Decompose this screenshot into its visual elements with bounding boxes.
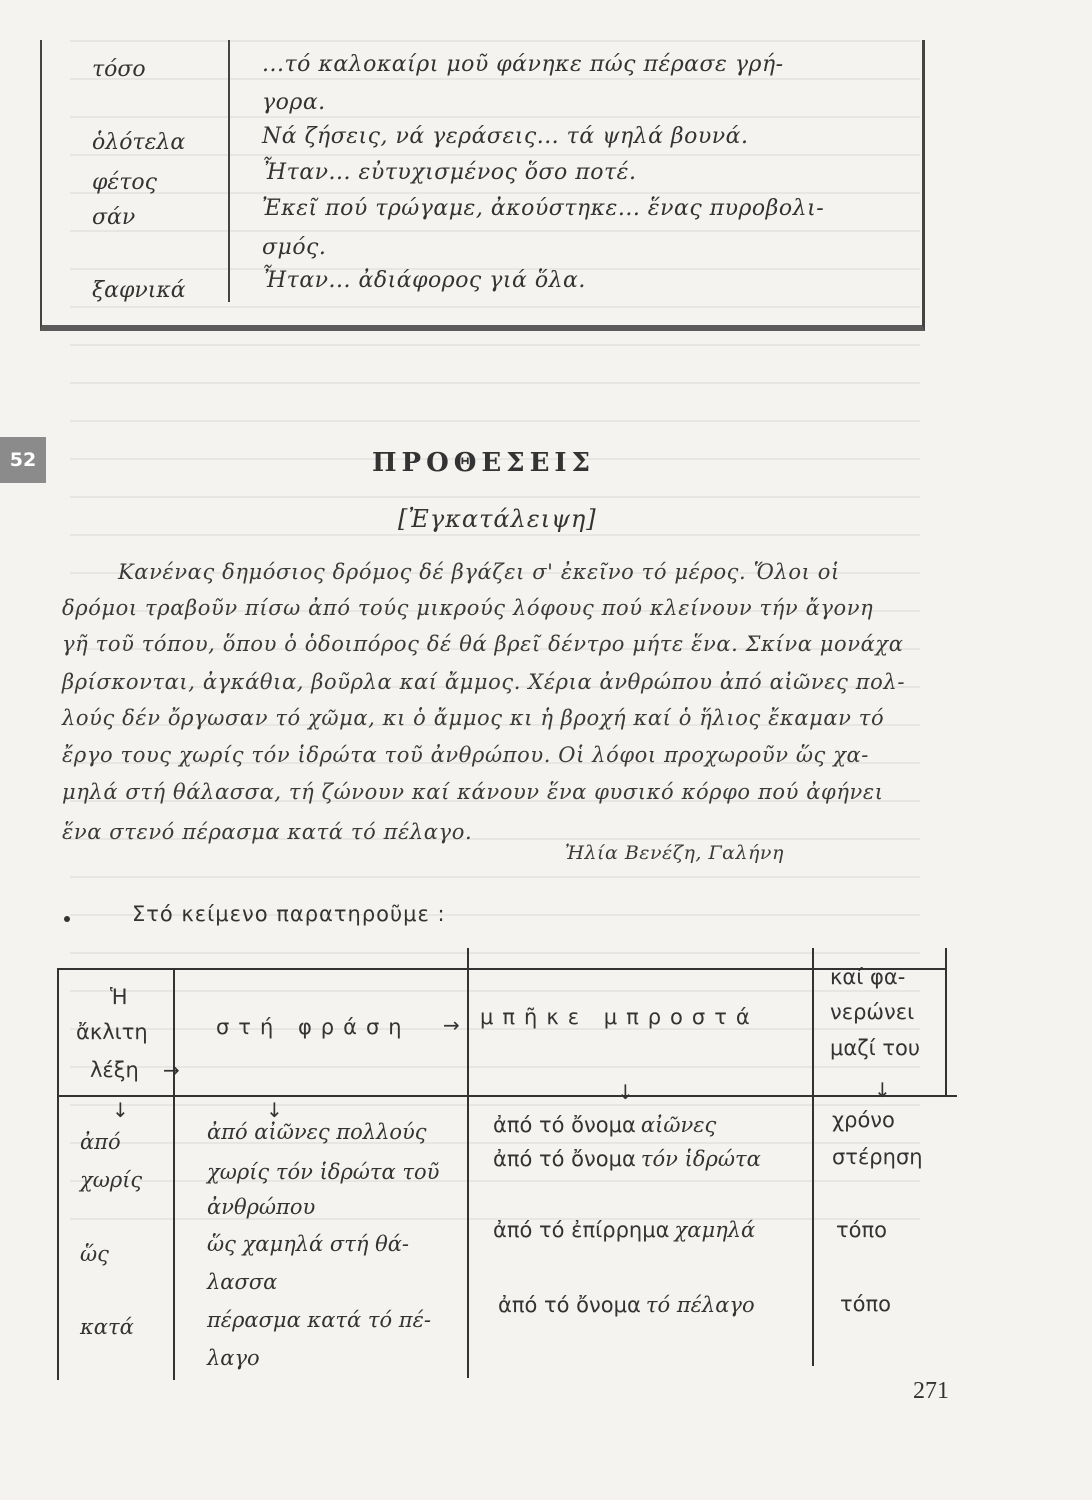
exercise-word: ξαφνικά [92,278,186,303]
passage-line: βρίσκονται, ἀγκάθια, βοῦρλα καί ἄμμος. Χέρια ἀνθρώπου ἀπό αἰῶνες πολ- [62,670,906,694]
preposition-cell: ὥς [80,1242,109,1266]
observation-text: Στό κείμενο παρατηροῦμε : [132,902,446,926]
meaning-cell: χρόνο [832,1108,895,1132]
arrow-down-icon: ↓ [266,1098,283,1122]
exercise-sentence: Ἦταν... ἀδιάφορος γιά ὅλα. [262,268,586,293]
exercise-sentence: Νά ζήσεις, νά γεράσεις... τά ψηλά βουνά. [262,124,749,149]
passage-attribution: Ἠλία Βενέζη, Γαλήνη [565,842,784,864]
arrow-right-icon: → [443,1013,460,1037]
passage-line: μηλά στή θάλασσα, τή ζώνουν καί κάνουν ἕνα φυσικό κόρφο πού ἀφήνει [62,780,884,804]
placed-before-word: χαμηλά [674,1218,756,1242]
exercise-word: ὁλότελα [92,130,186,155]
phrase-cell: ἀνθρώπου [207,1195,316,1219]
exercise-sentence: Ἦταν... εὐτυχισμένος ὅσο ποτέ. [262,160,637,185]
arrow-down-icon: ↓ [874,1078,891,1102]
header-cell: Ἡ [110,985,128,1009]
exercise-sentence: ...τό καλοκαίρι μοῦ φάνηκε πώς πέρασε γρή- [262,52,784,77]
passage-line: ἔργο τους χωρίς τόν ἱδρώτα τοῦ ἀνθρώπου. Οἱ λόφοι προχωροῦν ὥς χα- [62,743,869,767]
exercise-sentence: Ἐκεῖ πού τρώγαμε, ἀκούστηκε... ἕνας πυροβολι- [262,196,825,221]
phrase-cell: ἀπό αἰῶνες πολλούς [207,1120,427,1144]
header-cell: νερώνει [830,1000,915,1024]
exercise-word: σάν [92,205,136,230]
table-column-rule [467,948,469,1378]
table-right-border [945,948,947,1096]
table-header-rule [57,1095,957,1097]
passage-line: Κανένας δημόσιος δρόμος δέ βγάζει σ' ἐκεῖνο τό μέρος. Ὅλοι οἱ [118,560,840,584]
bullet-point [64,916,70,922]
placed-before-cell [498,1293,755,1317]
exercise-word: φέτος [92,170,157,195]
exercise-box-divider [228,40,230,302]
passage-line: λούς δέν ὄργωσαν τό χῶμα, κι ὁ ἄμμος κι ἡ βροχή καί ὁ ἥλιος ἔκαμαν τό [62,706,885,730]
passage-line: γῆ τοῦ τόπου, ὅπου ὁ ὁδοιπόρος δέ θά βρεῖ δέντρο μήτε ἕνα. Σκίνα μονάχα [62,632,904,656]
phrase-cell: χωρίς τόν ἱδρώτα τοῦ [207,1160,440,1184]
arrow-down-icon: ↓ [617,1080,634,1104]
header-cell: λέξη [90,1058,139,1082]
table-column-rule [812,948,814,1366]
exercise-word: τόσο [92,57,146,82]
preposition-cell: ἀπό [80,1130,121,1154]
header-cell: μπῆκε μπροστά [480,1005,759,1029]
preposition-cell: κατά [80,1315,134,1339]
phrase-cell: ὥς χαμηλά στή θά- [207,1232,409,1256]
arrow-right-icon: → [163,1058,180,1082]
placed-before-word: τόν ἱδρώτα [640,1147,761,1171]
section-title: ΠΡΟΘΕΣΕΙΣ [372,448,595,478]
placed-before-prefix: ἀπό τό ἐπίρρημα [493,1218,670,1242]
placed-before-prefix: ἀπό τό ὄνομα [493,1113,636,1137]
exercise-sentence: σμός. [262,235,327,260]
placed-before-prefix: ἀπό τό ὄνομα [498,1293,641,1317]
passage-line: δρόμοι τραβοῦν πίσω ἀπό τούς μικρούς λόφους πού κλείνουν τήν ἄγονη [62,596,874,620]
passage-line: ἕνα στενό πέρασμα κατά τό πέλαγο. [62,820,473,844]
meaning-cell: τόπο [840,1292,891,1316]
phrase-cell: πέρασμα κατά τό πέ- [207,1308,431,1332]
meaning-cell: τόπο [836,1218,887,1242]
page-tab-badge: 52 [0,437,46,483]
placed-before-cell [493,1218,755,1242]
phrase-cell: λαγο [207,1346,260,1370]
placed-before-word: τό πέλαγο [645,1293,755,1317]
header-cell: μαζί του [830,1036,921,1060]
phrase-cell: λασσα [207,1270,278,1294]
table-column-rule [173,968,175,1380]
meaning-cell: στέρηση [832,1145,923,1169]
arrow-down-icon: ↓ [112,1098,129,1122]
section-subtitle: [Ἐγκατάλειψη] [398,505,597,533]
exercise-sentence: γορα. [262,90,326,115]
header-cell: καί φα- [830,965,906,989]
placed-before-word: αἰῶνες [640,1113,717,1137]
header-cell: στή φράση [216,1015,411,1039]
preposition-cell: χωρίς [80,1168,143,1192]
placed-before-prefix: ἀπό τό ὄνομα [493,1147,636,1171]
placed-before-cell [493,1113,716,1137]
table-left-border [57,968,59,1380]
header-cell: ἄκλιτη [76,1020,148,1044]
placed-before-cell [493,1147,761,1171]
page-number: 271 [913,1378,949,1404]
